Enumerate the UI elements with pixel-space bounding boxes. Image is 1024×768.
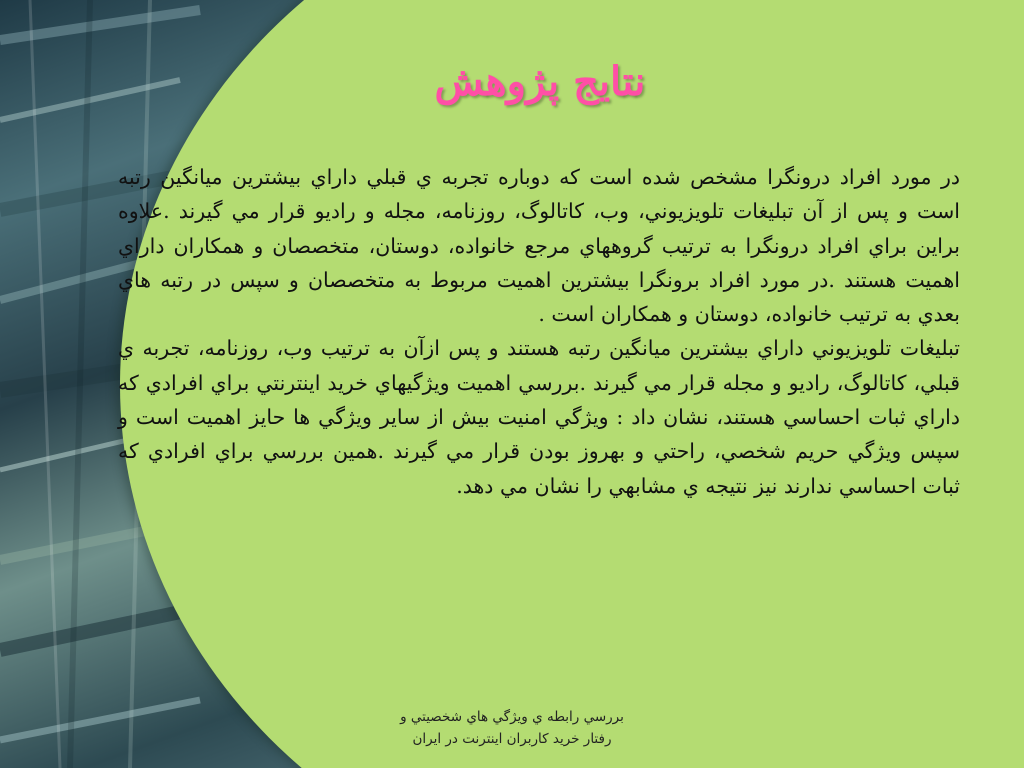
body-paragraph-2: تبليغات تلويزيوني داراي بيشترين ميانگين رتبه هستند و پس ازآن به ترتيب وب، روزنامه، تجربه ي قبلي، كاتالوگ، راديو و مجله قرار مي گيرند .بررسي اهميت ويژگيهاي خريد اينترنتي براي افرادي كه داراي ثبات احساسي هستند، نشان داد : ويژگي امنيت بيش از ساير ويژگي ها حايز اهميت است و سپس ويژگي حريم شخصي، راحتي و بهروز بودن قرار مي گيرند .همين بررسي براي افرادي كه ثبات احساسي ندارند نيز نتيجه ي مشابهي را نشان مي دهد. (118, 336, 960, 498)
slide-title: نتايج پژوهش (434, 58, 646, 105)
body-paragraph-1: در مورد افراد درونگرا مشخص شده است كه دوباره تجربه ي قبلي داراي بيشترين ميانگين رتبه است و پس از آن تبليغات تلويزيوني، وب، كاتالوگ، روزنامه، مجله و راديو قرار مي گيرند .علاوه براين براي افراد درونگرا به ترتيب گروههاي مرجع خانواده، دوستان، متخصصان و همكاران داراي اهميت هستند .در مورد افراد برونگرا بيشترين اهميت مربوط به متخصصان و سپس در رتبه هاي بعدي به ترتيب خانواده، دوستان و همكاران است . (118, 165, 960, 327)
slide-body (118, 160, 960, 503)
footer-line-1: بررسي رابطه ي ويژگي هاي شخصيتي و (400, 709, 624, 725)
slide-footer (352, 706, 672, 750)
footer-line-2: رفتار خريد كاربران اينترنت در ايران (412, 731, 612, 747)
